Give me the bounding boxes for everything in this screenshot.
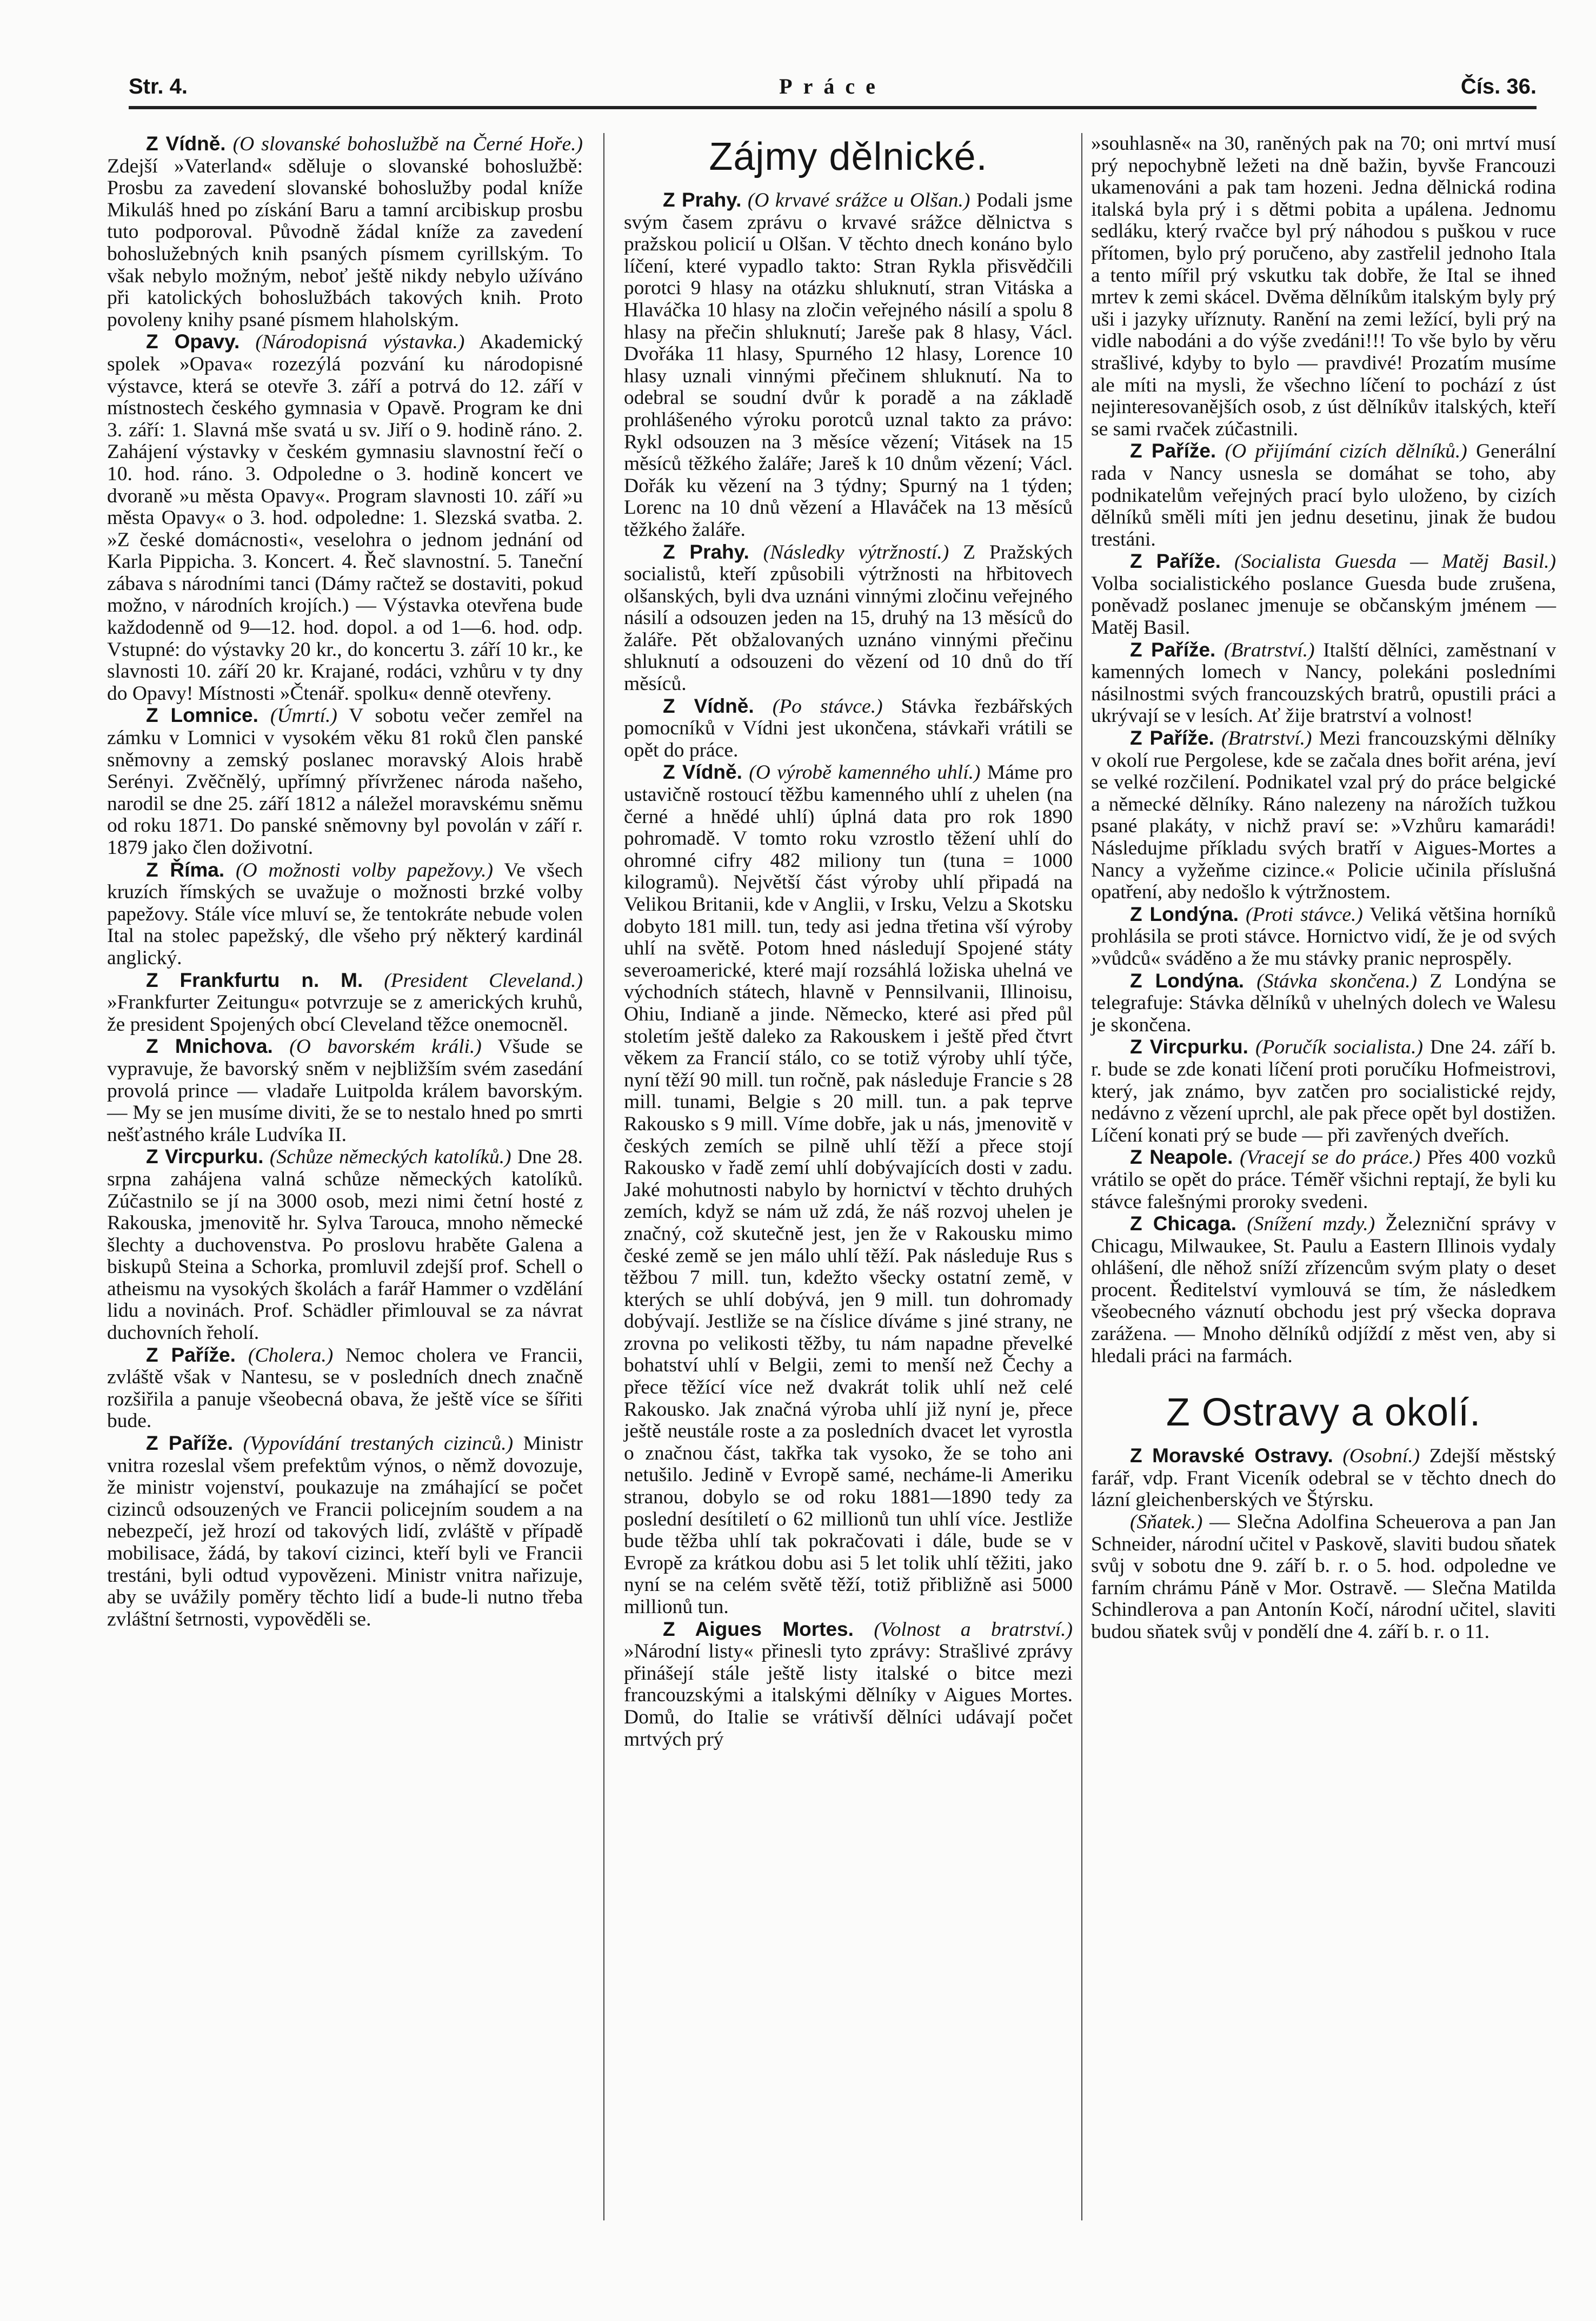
section-heading-ostrava: Z Ostravy a okolí. (1166, 1391, 1481, 1435)
item-text: Ve všech kruzích římských se uvažuje o možnosti brzké volby papežovy. Stále více mluví se, že tentokráte nebude volen Ital na stolec papežský, dle všeho prý některý kardinál anglický. (107, 859, 583, 969)
page-number: Str. 4. (129, 75, 188, 98)
item-text: Dne 28. srpna zahájena valná schůze německých katolíků. Zúčastnilo se jí na 3000 osob, mezi nimi četní hosté z Rakouska, jmenovitě hr. Sylva Tarouca, mnoho německé šlechty a duchovenstva. Po proslovu hraběte Galena a biskupů Steina a Schorka, promluvil zdejší prof. Schell o atheismu na vysokých školách a farář Hammer o vzdělání lidu a novinách. Prof. Schädler přimlouval se za návrat duchovních řeholí. (107, 1146, 583, 1344)
dateline: Z Paříže. (1130, 440, 1216, 462)
news-item (107, 1146, 583, 1344)
item-subject: (Bratrství.) (1223, 639, 1315, 661)
section-heading-labor: Zájmy dělnické. (709, 135, 988, 178)
dateline: Z Londýna. (1130, 903, 1239, 925)
item-subject: (Po stávce.) (772, 695, 883, 718)
item-text: Dne 24. září b. r. bude se zde konati líčení proti poručíku Hofmeistrovi, který, jak známo, byv zatčen pro socialistické rejdy, nedávno z vězení uprchl, ale pak přece opět byl dostižen. Líčení konati prý se bude — při zavřených dveřích. (1091, 1036, 1556, 1146)
item-text: Stávka řezbářských pomocníků v Vídni jest ukončena, stávkaři vrátili se opět do práce. (624, 695, 1073, 761)
issue-number: Čís. 36. (1460, 75, 1537, 98)
item-subject: (O slovanské bohoslužbě na Černé Hoře.) (232, 133, 583, 155)
dateline: Z Frankfurtu n. M. (146, 969, 363, 991)
item-subject: (Bratrství.) (1221, 727, 1312, 750)
news-item (1091, 1146, 1556, 1213)
news-item (1091, 970, 1556, 1037)
news-item (624, 541, 1073, 695)
item-subject: (Socialista Guesda — Matěj Basil.) (1234, 551, 1556, 573)
item-subject: (O přijímání cizích dělníků.) (1225, 440, 1467, 463)
dateline: Z Prahy. (663, 540, 749, 563)
column-divider (603, 133, 604, 2220)
item-text: Železniční správy v Chicagu, Milwaukee, St. Paulu a Eastern Illinois vydaly ohlášení, dle něhož sníží zřízencům svým platy o deset procent. Ředitelství vymlouvá se tím, že následkem všeobecného váznutí obchodu jest prý všecka doprava zarážena. — Mnoho dělníků odjíždí z měst ven, aby si hledali práci na farmách. (1091, 1213, 1557, 1367)
item-text: Přes 400 vozků vrátilo se opět do práce. Téměř všichni reptají, že byli ku stávce falešnými proroky svedeni. (1091, 1146, 1556, 1213)
dateline: Z Vídně. (146, 132, 226, 155)
newspaper-title: Práce (779, 74, 886, 98)
item-text: Veliká většina horníků prohlásila se proti stávce. Hornictvo vidí, že je od svých »vůdců« sváděno a že mu stávky pranic neprospěly. (1091, 903, 1556, 970)
news-item (1091, 1036, 1556, 1146)
item-subject: (Vypovídání trestaných cizinců.) (243, 1433, 514, 1455)
item-text: Volba socialistického poslance Guesda bude zrušena, poněvadž poslanec jmenuje se občanským jménem — Matěj Basil. (1091, 572, 1556, 639)
news-item (1091, 1213, 1556, 1367)
news-item (107, 859, 583, 970)
news-item (624, 189, 1073, 541)
item-text: Z Pražských socialistů, kteří způsobili výtržnosti na hřbitovech olšanských, byli dva uznáni vinnými zločinu veřejného násilí a odsouzen jeden na 15, druhý na 13 měsíců do žaláře. Pět obžalovaných uznáno vinnými přečinu shluknutí a odsouzeni do vězení od 10 dnů do tří měsíců. (624, 541, 1073, 695)
item-subject: (Proti stávce.) (1246, 903, 1363, 926)
column-right (1091, 133, 1556, 1643)
news-item (107, 705, 583, 859)
dateline: Z Prahy. (663, 189, 742, 211)
dateline: Z Říma. (146, 858, 225, 881)
news-item (107, 1036, 583, 1146)
news-item (1091, 551, 1556, 639)
item-subject: (President Cleveland.) (384, 969, 583, 992)
dateline: Z Neapole. (1130, 1146, 1233, 1169)
item-subject: (Schůze německých katolíků.) (269, 1146, 511, 1169)
item-subject: (Úmrtí.) (270, 705, 337, 727)
news-item (1091, 639, 1556, 727)
item-text: Podali jsme svým časem zprávu o krvavé srážce dělnictva s pražskou policií u Olšan. V těchto dnech konáno bylo líčení, které vypadlo takto: Stran Rykla přisvědčili porotci 9 hlasy na otázku shluknutí, stran Vitáska a Hlaváčka 10 hlasy na zločin veřejného násilí a spolu 8 hlasy na přečin shluknutí; Jareše pak 8 hlasy, Václ. Dvořáka 11 hlasy, Spurného 12 hlasy, Lorence 10 hlasy uznali vinnými přečinem shluknutí. Na to odebral se soudní dvůr k poradě a na základě prohlášeného výroku porotců uznal takto za právo: Rykl odsouzen na 3 měsíce vězení; Vitásek na 15 měsíců těžkého žaláře; Jareš k 10 dnům vězení; Václ. Dořák ku vězení na 3 týdny; Spurný na 1 týden; Lorenc na 10 dnů vězení a Hlaváček na 13 měsíců těžkého žaláře. (624, 189, 1073, 541)
item-subject: (Vracejí se do práce.) (1240, 1146, 1421, 1169)
item-text: Generální rada v Nancy usnesla se domáhat se toho, aby podnikatelům veřejných prací bylo uloženo, by cizích dělníků směli míti jen jednu desetinu, jinak že budou trestáni. (1091, 440, 1557, 551)
item-text: Ministr vnitra rozeslal všem prefektům výnos, o němž dovozuje, že ministr vojenství, poukazuje na zmáhající se počet cizinců odsouzených ve Francii policejním soudem a na nebezpečí, jež hrozí od takových lidí, zvláště v případě mobilisace, žádá, by takoví cizinci, kteří byli ve Francii trestáni, byli odtud vypovězeni. Ministr vnitra nařizuje, aby se uvážily poměry těchto lidí a bude-li nutno třeba zvláštní šetrnosti, vypověděli se. (107, 1433, 583, 1630)
news-item (107, 1344, 583, 1433)
dateline: Z Vircpurku. (1130, 1036, 1248, 1058)
item-text: Nemoc cholera ve Francii, zvláště však v Nantesu, se v posledních dnech značně rozšiřila a panuje všeobecná obava, že ještě více se šířiti bude. (107, 1344, 583, 1433)
item-subject: (O možnosti volby papežovy.) (235, 859, 494, 881)
dateline: Z Paříže. (146, 1343, 236, 1366)
item-text: »Frankfurter Zeitungu« potvrzuje se z amerických kruhů, že president Spojených obcí Cleveland těžce onemocněl. (107, 991, 583, 1036)
dateline: Z Paříže. (1130, 638, 1216, 661)
news-item (1091, 440, 1556, 551)
item-subject: (Volnost a bratrství.) (874, 1618, 1073, 1641)
dateline: Z Londýna. (1130, 969, 1245, 992)
news-item (107, 133, 583, 331)
dateline: Z Mnichova. (146, 1035, 273, 1058)
dateline: Z Paříže. (1130, 727, 1214, 750)
item-subject: (Stávka skončena.) (1256, 970, 1418, 992)
news-item (107, 1433, 583, 1630)
news-item (1091, 904, 1556, 970)
item-text: V sobotu večer zemřel na zámku v Lomnici v vysokém věku 81 roků člen panské sněmovny a zemský poslanec moravský Alois hrabě Serényi. Zvěčnělý, upřímný přívrženec národa našeho, narodil se dne 25. září 1812 a náležel moravskému sněmu od roku 1871. Do panské sněmovny byl povolán v září r. 1879 jako člen doživotní. (107, 705, 583, 859)
header-rule (129, 106, 1537, 109)
item-text: »souhlasně« na 30, raněných pak na 70; oni mrtví musí prý nepochybně ležeti na dně bažin, byvše Francouzi ukamenováni a pak tam hozeni. Jedna dělnická rodina italská byla prý i s dětmi pobita a upálena. Jednomu sedláku, který rvačce byl prý náhodou s puškou v ruce přítomen, bylo prý poručeno, aby zastřelil jednoho Itala a tento mířil prý vskutku tak dobře, že Ital se ihned mrtev k zemi skácel. Dvěma dělníkům italským byly prý uši i jazyky uříznuty. Ranění na zemi ležící, byli prý na vidle nabodáni a do výše zvedáni!!! To vše bylo by věru strašlivé, kdyby to bylo — pravdivé! Prozatím musíme ale míti na mysli, že všechno líčení to pochází z úst nejinteresovanějších osob, z úst dělníkův italských, kteří se sami rvaček zúčastnili. (1091, 132, 1556, 440)
item-text: Italští dělníci, zaměstnaní v kamenných lomech v Nancy, polekáni posledními násilnostmi svých francouzských bratrů, opustili práci a ukrývají se v lesích. Ať žije bratrství a volnost! (1091, 639, 1557, 727)
dateline: Z Chicaga. (1130, 1212, 1236, 1235)
news-item (107, 970, 583, 1036)
item-subject: (O bavorském králi.) (289, 1036, 482, 1058)
item-text: Všude se vypravuje, že bavorský sněm v nejbližším svém zasedání provolá prince — vladaře Luitpolda králem bavorským. — My se jen musíme diviti, že se to nestalo hned po smrti nešťastného krále Ludvíka II. (107, 1036, 583, 1146)
column-divider (1081, 133, 1082, 2220)
item-text: Akademický spolek »Opava« rozezýlá pozvání ku národopisné výstavce, která se otevře 3. září a potrvá do 12. září v místnostech českého gymnasia v Opavě. Program ke dni 3. září: 1. Slavná mše svatá u sv. Jiří o 9. hodině ráno. 2. Zahájení výstavky v českém gymnasiu slavnostní řečí o 10. hod. ráno. 3. Odpoledne o 3. hodině koncert ve dvoraně »u města Opavy«. Program slavnosti 10. září »u města Opavy« o 3. hod. odpoledne: 1. Slezská svatba. 2. »Z české domácnosti«, veselohra o jednom jednání od Karla Pippicha. 3. Koncert. 4. Řeč slavnostní. 5. Taneční zábava s národními tanci (Dámy račtež se dostaviti, pokud možno, v národních krojích.) — Výstavka otevřena bude každodenně od 9—12. hod. dopol. a od 1—6. hod. odp. Vstupné: do výstavky 20 kr., do koncertu 3. září 10 kr., ke slavnosti 10. září 20 kr. Krajané, rodáci, vzhůru v ty dny do Opavy! Místnosti »Čtenář. spolku« denně otevřeny. (107, 331, 583, 705)
news-item (624, 761, 1073, 1618)
item-text: Zdejší městský farář, vdp. Frant Viceník odebral se v těchto dnech do lázní gleichenberských ve Štýrsku. (1091, 1445, 1557, 1511)
dateline: Z Lomnice. (146, 704, 258, 727)
column-middle (624, 133, 1073, 1750)
item-subject: (O výrobě kamenného uhlí.) (749, 761, 981, 784)
news-item (1091, 133, 1556, 440)
dateline: Z Vídně. (663, 761, 742, 784)
news-item (1091, 727, 1556, 904)
news-item (1091, 1445, 1556, 1511)
item-text: Máme pro ustavičně rostoucí těžbu kamenného uhlí z uhelen (na černé a hnědé uhlí) úplná data pro rok 1890 pohromadě. V tomto roku vzrostlo těžení uhlí do ohromné cifry 482 miliony tun (tuna = 1000 kilogramů). Největší část výroby uhlí připadá na Velikou Britanii, kde v Anglii, v Irsku, Velzu a Skotsku dobyto 181 mill. tun, tedy asi jedna třetina vší výroby uhlí na světě. Potom hned následují Spojené státy severoamerické, které mají rozsáhlá ložiska uhelná ve východních státech, hlavně v Pennsilvanii, Illinoisu, Ohiu, Indianě a jinde. Německo, které asi před půl stoletím ještě daleko za Rakouskem i ještě před čtvrt věkem za Francií stálo, co se totiž výroby uhlí týče, nyní těží 90 mill. tun ročně, pak následuje Francie s 28 mill. tunami, Belgie s 20 mill. tun. a pak teprve Rakousko s 9 mill. Víme dobře, jak u nás, jmenovitě v českých zemích se pilně uhlí těží a přece stojí Rakousko v řadě zemí uhlí dobývajících dosti v zadu. Jaké mohutnosti nabylo by hornictví v těchto druhých zemích, když se nám už zdá, že náš rozvoj uhelen je značný, což skutečně jest, jen že v Rakousku mimo české země se jen málo uhlí těží. Pak následuje Rus s těžbou 7 mill. tun, kdežto všecky ostatní země, v kterých se uhlí dobývá, jen 9 mill. tun dohromady dobývají. Jestliže se na číslice díváme s jiné strany, ne zrovna po velikosti těžby, tu nám napadne převelké bohatství uhlí v Belgii, zemi to menší než Čechy a přece těžící více než dvakrát tolik uhlí než celé Rakousko. Jak značná výroba uhlí již nyní je, přece ještě neustále roste a za posledních dvacet let vyrostla o značnou část, takřka tak vysoko, že se toho ani netušilo. Jedině v Evropě samé, necháme-li Ameriku stranou, dobylo se od roku 1881—1890 tedy za poslední desítiletí o 62 millionů tun uhlí více. Jestliže bude těžba uhlí tak pokračovati i dále, bude se v Evropě za krátkou dobu asi 5 let tolik uhlí těžiti, jako nyní se na celém světě těží, totiž přibližně asi 5000 millionů tun. (624, 761, 1073, 1618)
news-item (624, 695, 1073, 762)
news-item (107, 331, 583, 705)
item-subject: (Národopisná výstavka.) (255, 331, 465, 354)
page-header (129, 69, 1537, 107)
dateline: Z Vídně. (663, 694, 754, 717)
item-text: Mezi francouzskými dělníky v okolí rue Pergolese, kde se začala dnes bořit aréna, jeví se velké rozčilení. Podnikatel vzal prý do práce belgické a německé dělníky. Ráno nalezeny na nárožích tužkou psané plakáty, v nichž praví se: »Vzhůru kamarádi! Následujme příkladu svých bratří v Aigues-Mortes a Nancy a vyžeňme cizince.« Policie učinila příslušná opatření, aby nedošlo k výtržnostem. (1091, 727, 1557, 904)
dateline: Z Paříže. (146, 1432, 234, 1455)
item-subject: (Poručík socialista.) (1255, 1036, 1423, 1059)
dateline: Z Vircpurku. (146, 1145, 264, 1168)
item-text: Zdejší »Vaterland« sděluje o slovanské bohoslužbě: Prosbu za zavedení slovanské bohoslužby podal kníže Mikuláš hned po získání Baru a tamní arcibiskup prosbu tuto podporoval. Původně žádal kníže za zavedení bohoslužebných knih psaných písmem cyrillským. To však nebylo možným, neboť ještě nikdy nebylo užíváno při katolických bohoslužbách takových knih. Proto povoleny knihy psané písmem hlaholským. (107, 155, 583, 331)
news-item (1091, 1511, 1556, 1643)
item-subject: (Sňatek.) (1130, 1511, 1203, 1534)
dateline: Z Paříže. (1130, 550, 1221, 573)
item-text: »Národní listy« přinesli tyto zprávy: Strašlivé zprávy přinášejí stále ještě listy italské o bitce mezi francouzskými a italskými dělníky v Aigues Mortes. Domů, do Italie se vrátivší dělníci udávají počet mrtvých prý (624, 1640, 1073, 1750)
item-subject: (Snížení mzdy.) (1247, 1213, 1375, 1236)
item-subject: (Osobní.) (1342, 1445, 1420, 1468)
news-item (624, 1619, 1073, 1751)
dateline: Z Opavy. (146, 330, 240, 353)
dateline: Z Moravské Ostravy. (1130, 1444, 1333, 1467)
column-left (107, 133, 583, 1630)
item-text: — Slečna Adolfina Scheuerova a pan Jan Schneider, národní učitel v Paskově, slaviti budou sňatek svůj v sobotu dne 9. září b. r. o 5. hod. odpoledne ve farním chrámu Páně v Mor. Ostravě. — Slečna Matilda Schindlerova a pan Antonín Kočí, národní učitel, slaviti budou sňatek svůj v pondělí dne 4. září b. r. o 11. (1091, 1511, 1557, 1643)
dateline: Z Aigues Mortes. (663, 1617, 854, 1640)
item-subject: (Následky výtržností.) (763, 541, 949, 563)
item-text: Z Londýna se telegrafuje: Stávka dělníků v uhelných dolech ve Walesu je skončena. (1091, 970, 1556, 1036)
item-subject: (Cholera.) (248, 1344, 334, 1367)
item-subject: (O krvavé srážce u Olšan.) (747, 189, 970, 211)
